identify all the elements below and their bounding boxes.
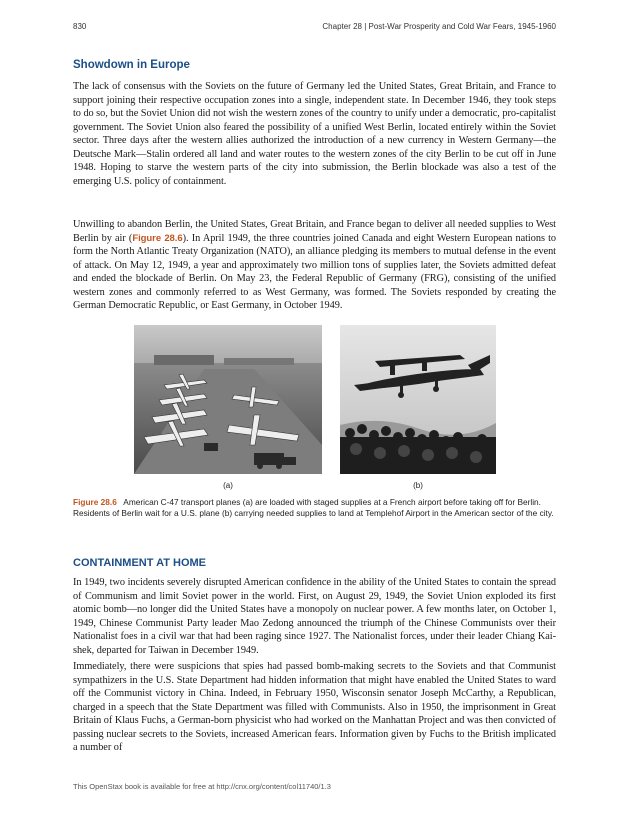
section-heading-showdown: Showdown in Europe — [73, 59, 190, 71]
paragraph-showdown-1: The lack of consensus with the Soviets on the future of Germany led the United States, Great Britain, and France to support joining their respective occupation zones into a single, independent state. In December 1946, they took steps to do so, but the Soviet Union did not wish the western zones of the country to unify under a democratic, pro-capitalist government. The Soviet Union also feared the possibility of a unified West Berlin, located entirely within the Soviet sector. Three days after the western allies authorized the introduction of a new currency in Western Germany—the Deutsche Mark—Stalin ordered all land and water routes to the western zones of the city Berlin to be cut off in June 1948. Hoping to starve the western parts of the city into submission, the Berlin blockade was also a test of the emerging U.S. policy of containment. — [73, 81, 556, 187]
photo-label-b: (b) — [413, 481, 423, 490]
photo-berlin-residents-plane — [340, 325, 496, 474]
page-footer: This OpenStax book is available for free at http://cnx.org/content/col11740/1.3 — [73, 782, 331, 791]
photo-label-a: (a) — [223, 481, 233, 490]
figure-reference-link[interactable]: Figure 28.6 — [132, 232, 183, 244]
chapter-title: Chapter 28 | Post-War Prosperity and Cold War Fears, 1945-1960 — [322, 22, 556, 31]
paragraph-text-after: ). In April 1949, the three countries joined Canada and eight Western European nations to form the North Atlantic Treaty Organization (NATO), an alliance pledging its members to mutual defense in the event of attack. On May 12, 1949, a year and approximately two million tons of supplies later, the Soviets admitted defeat and ended the blockade of Berlin. On May 23, the Federal Republic of Germany (FRG), consisting of the unified western zones and commonly referred to as West Germany, was formed. The Soviets responded by creating the German Democratic Republic, or East Germany, in October 1949. — [73, 232, 557, 312]
caption-text: American C-47 transport planes (a) are loaded with staged supplies at a French airport before taking off for Berlin. Residents of Berlin wait for a U.S. plane (b) carrying needed supplies to land at Templehof Airport in the American sector of the city. — [73, 497, 554, 519]
paragraph-text-before: Unwilling to abandon Berlin, the United States, Great Britain, and France began to deliver all needed supplies to West Berlin by air ( — [73, 219, 556, 244]
caption-figure-label: Figure 28.6 — [73, 497, 117, 507]
figure-caption — [73, 497, 559, 520]
section-heading-containment: CONTAINMENT AT HOME — [73, 557, 207, 569]
paragraph-containment-2: Immediately, there were suspicions that spies had passed bomb-making secrets to the Soviets and that Communist sympathizers in the U.S. State Department had hidden information that might have enabled the United States to ward off the Communist victory in China. Indeed, in February 1950, Wisconsin senator Joseph McCarthy, a Republican, charged in a speech that the State Department was filled with Communists. Also in 1950, the imprisonment in Great Britain of Klaus Fuchs, a German-born physicist who had worked on the Manhattan Project and was then convicted of passing nuclear secrets to the Soviets, increased American fears. Information given by Fuchs to the British implicated a number of — [73, 661, 556, 754]
paragraph-showdown-2 — [73, 218, 556, 313]
berlin-photo-illustration — [340, 325, 496, 474]
airfield-photo-illustration — [134, 325, 322, 474]
photo-c47-airfield — [134, 325, 322, 474]
paragraph-containment-1: In 1949, two incidents severely disrupted American confidence in the ability of the United States to contain the spread of Communism and limit Soviet power in the world. First, on August 29, 1949, the Soviet Union exploded its first atomic bomb—no longer did the United States have a monopoly on nuclear power. A few months later, on October 1, 1949, Chinese Communist Party leader Mao Zedong announced the triumph of the Chinese Communists over their Nationalist foes in a civil war that had been raging since 1927. The Nationalist forces, under their leader Chiang Kai-shek, departed for Taiwan in December 1949. — [73, 577, 556, 656]
page-number: 830 — [73, 22, 87, 31]
